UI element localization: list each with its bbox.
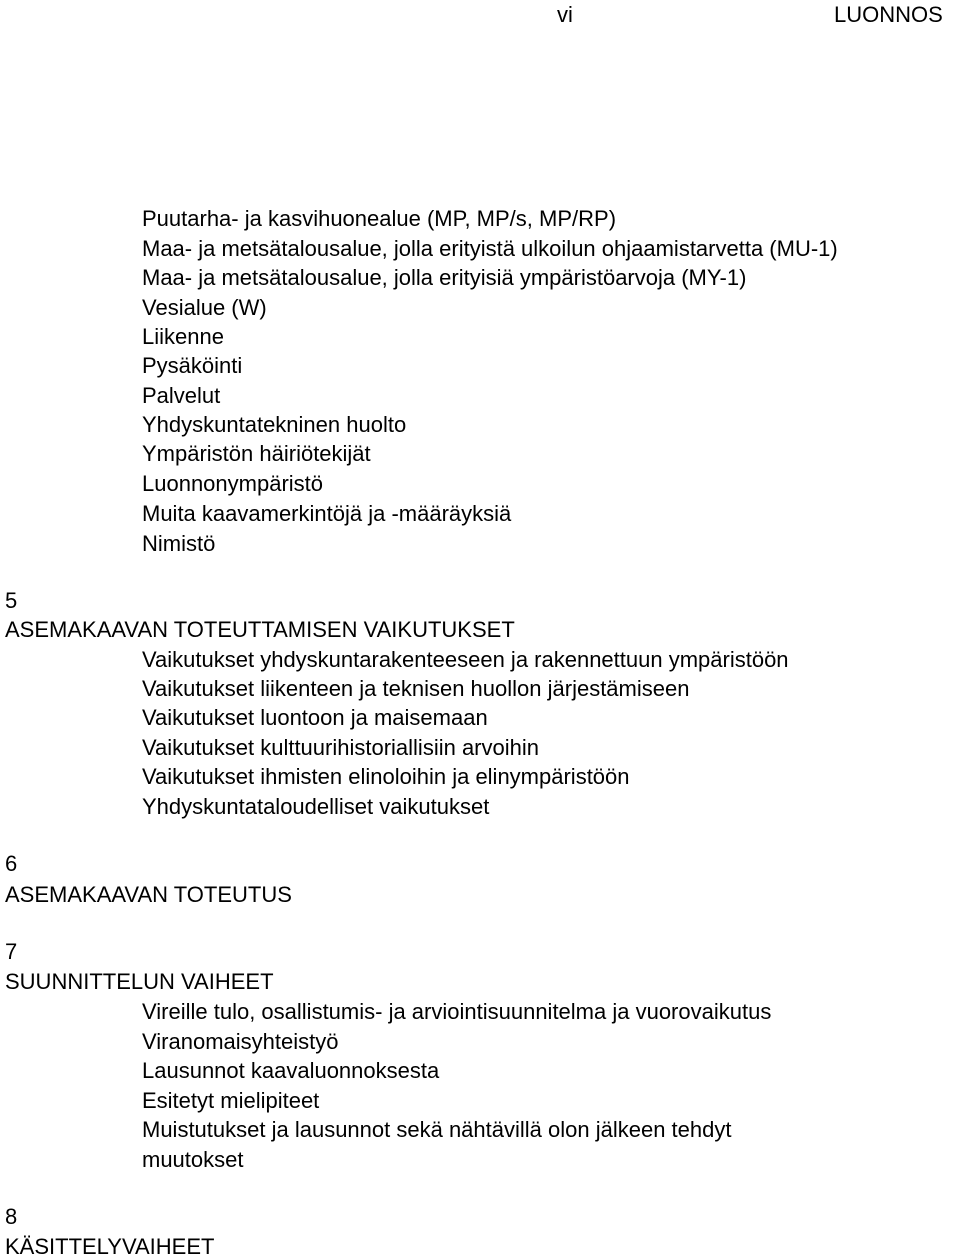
toc-item: Palvelut <box>142 383 221 408</box>
toc-item: Yhdyskuntatekninen huolto <box>142 412 407 437</box>
section-heading: ASEMAKAAVAN TOTEUTTAMISEN VAIKUTUKSET <box>5 617 515 642</box>
toc-item: Nimistö <box>142 531 216 556</box>
toc-item: Esitetyt mielipiteet <box>142 1088 320 1113</box>
toc-item: muutokset <box>142 1147 244 1172</box>
page-number: vi <box>557 2 573 27</box>
toc-item: Muita kaavamerkintöjä ja -määräyksiä <box>142 501 512 526</box>
toc-item: Liikenne <box>142 324 224 349</box>
toc-item: Vaikutukset luontoon ja maisemaan <box>142 705 488 730</box>
section-number: 8 <box>5 1204 18 1229</box>
section-number: 7 <box>5 939 18 964</box>
section-heading: SUUNNITTELUN VAIHEET <box>5 969 274 994</box>
toc-item: Ympäristön häiriötekijät <box>142 441 371 466</box>
toc-item: Maa- ja metsätalousalue, jolla erityisiä ympäristöarvoja (MY-1) <box>142 265 747 290</box>
toc-item: Pysäköinti <box>142 353 243 378</box>
section-heading: KÄSITTELYVAIHEET <box>5 1234 215 1259</box>
toc-item: Lausunnot kaavaluonnoksesta <box>142 1058 440 1083</box>
section-number: 5 <box>5 588 18 613</box>
toc-item: Vesialue (W) <box>142 295 267 320</box>
toc-item: Vaikutukset liikenteen ja teknisen huollon järjestämiseen <box>142 676 690 701</box>
toc-item: Yhdyskuntataloudelliset vaikutukset <box>142 794 490 819</box>
toc-item: Puutarha- ja kasvihuonealue (MP, MP/s, MP/RP) <box>142 206 617 231</box>
document-status: LUONNOS <box>834 2 943 27</box>
toc-item: Vaikutukset yhdyskuntarakenteeseen ja rakennettuun ympäristöön <box>142 647 789 672</box>
section-heading: ASEMAKAAVAN TOTEUTUS <box>5 882 292 907</box>
toc-item: Vaikutukset kulttuurihistoriallisiin arvoihin <box>142 735 539 760</box>
toc-item: Luonnonympäristö <box>142 471 324 496</box>
toc-item: Maa- ja metsätalousalue, jolla erityistä ulkoilun ohjaamistarvetta (MU-1) <box>142 236 838 261</box>
toc-item: Muistutukset ja lausunnot sekä nähtävillä olon jälkeen tehdyt <box>142 1117 732 1142</box>
section-number: 6 <box>5 851 18 876</box>
toc-item: Vireille tulo, osallistumis- ja arviointisuunnitelma ja vuorovaikutus <box>142 999 772 1024</box>
toc-item: Vaikutukset ihmisten elinoloihin ja elinympäristöön <box>142 764 630 789</box>
toc-item: Viranomaisyhteistyö <box>142 1029 339 1054</box>
